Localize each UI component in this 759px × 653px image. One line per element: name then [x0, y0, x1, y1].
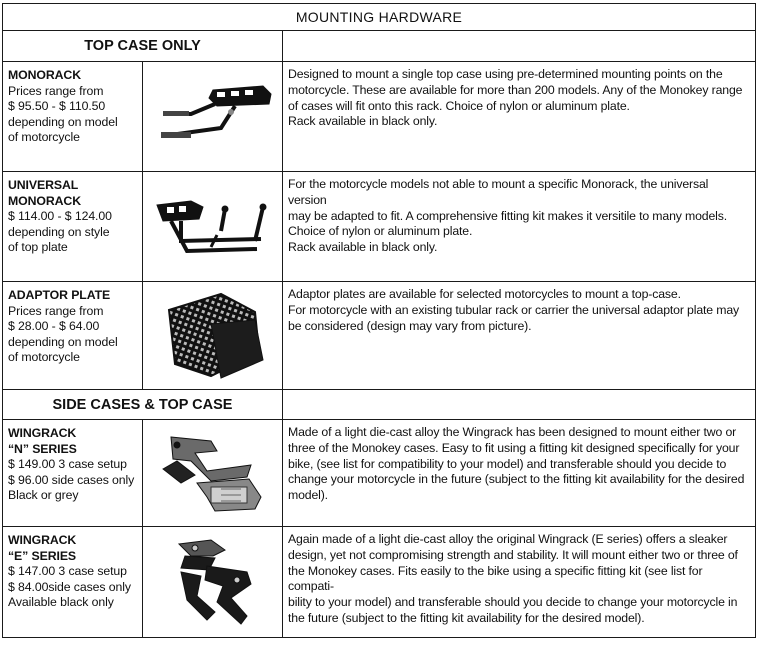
description-line: For the motorcycle models not able to mount a specific Monorack, the universal version: [288, 177, 709, 207]
price-line: of motorcycle: [8, 350, 80, 365]
price-line: depending on model: [8, 114, 118, 129]
product-name-cell: [3, 282, 143, 390]
product-name: “E” SERIES: [8, 548, 77, 563]
wingrack-e-image: [151, 536, 275, 628]
description-line: change your motorcycle in the future (subject to the fitting kit availability for the desired: [288, 472, 745, 487]
page-title: MOUNTING HARDWARE: [3, 4, 756, 31]
description-line: the Monokey cases. Fits easily to the bike using a specific fitting kit (see list for compati-: [288, 563, 703, 594]
product-description: [283, 62, 756, 172]
description-line: bike, (see list for compatibility to your model) and transferable should you decide to: [288, 456, 727, 471]
section-heading-spacer: [283, 31, 756, 62]
price-line: depending on model: [8, 334, 118, 349]
adaptor-plate-image: [151, 290, 275, 382]
price-line: of top plate: [8, 240, 68, 255]
product-name-cell: [3, 172, 143, 282]
product-image-cell: [143, 172, 283, 282]
product-row-wingrack-n: [3, 420, 756, 527]
product-name: UNIVERSAL: [8, 178, 79, 192]
price-line: $ 28.00 - $ 64.00: [8, 319, 100, 334]
price-line: Available black only: [8, 595, 114, 610]
product-name: MONORACK: [8, 68, 81, 82]
description-line: Again made of a light die-cast alloy the original Wingrack (E series) offers a sleaker: [288, 532, 728, 546]
product-row-universal-monorack: [3, 172, 756, 282]
price-line: $ 147.00 3 case setup: [8, 564, 127, 579]
description-line: the future (subject to the fitting kit availability for the desired model).: [288, 610, 645, 625]
product-name: WINGRACK: [8, 533, 77, 547]
wingrack-n-image: [151, 431, 275, 515]
price-line: $ 95.50 - $ 110.50: [8, 99, 106, 114]
product-name-cell: [3, 420, 143, 527]
product-image-cell: [143, 527, 283, 638]
price-line: depending on style: [8, 224, 110, 239]
price-line: Prices range from: [8, 303, 104, 318]
product-description: [283, 172, 756, 282]
product-row-adaptor-plate: [3, 282, 756, 390]
mounting-hardware-table: [2, 3, 756, 638]
description-line: motorcycle. These are available for more than 200 models. Any of the Monokey range: [288, 82, 743, 97]
product-name: “N” SERIES: [8, 441, 77, 456]
product-description: [283, 282, 756, 390]
product-name: ADAPTOR PLATE: [8, 288, 111, 302]
price-line: Prices range from: [8, 83, 104, 98]
price-line: $ 96.00 side cases only: [8, 472, 135, 487]
product-row-monorack: [3, 62, 756, 172]
description-line: Designed to mount a single top case using pre-determined mounting points on the: [288, 67, 723, 81]
description-line: of cases will fit onto this rack. Choice of nylon or aluminum plate.: [288, 98, 630, 113]
description-line: bility to your model) and transferable should you decide to change your motorcycle in: [288, 595, 738, 610]
description-line: Adaptor plates are available for selected motorcycles to mount a top-case.: [288, 287, 681, 301]
price-line: $ 114.00 - $ 124.00: [8, 209, 112, 224]
section-heading-spacer: [283, 390, 756, 420]
product-image-cell: [143, 282, 283, 390]
product-name: WINGRACK: [8, 426, 77, 440]
description-line: three of the Monokey cases. Easy to fit using a fitting kit designed specifically for your: [288, 440, 740, 455]
product-description: [283, 420, 756, 527]
section-heading-top-case: TOP CASE ONLY: [3, 31, 283, 62]
product-name-cell: [3, 62, 143, 172]
description-line: design, yet not compromising strength and stability. It will mount either two or three of: [288, 547, 738, 562]
description-line: Choice of nylon or aluminum plate.: [288, 224, 473, 239]
section-heading-side-and-top: SIDE CASES & TOP CASE: [3, 390, 283, 420]
price-line: $ 149.00 3 case setup: [8, 457, 127, 472]
product-image-cell: [143, 62, 283, 172]
description-line: Rack available in black only.: [288, 240, 438, 255]
product-row-wingrack-e: [3, 527, 756, 638]
product-description: [283, 527, 756, 638]
description-line: may be adapted to fit. A comprehensive fitting kit makes it versitile to many models.: [288, 208, 728, 223]
monorack-rack-image: [151, 82, 275, 152]
price-line: $ 84.00side cases only: [8, 579, 131, 594]
description-line: For motorcycle with an existing tubular rack or carrier the universal adaptor plate may: [288, 302, 740, 317]
product-name: MONORACK: [8, 193, 81, 208]
description-line: be considered (design may vary from picture).: [288, 318, 532, 333]
price-line: of motorcycle: [8, 130, 80, 145]
product-image-cell: [143, 420, 283, 527]
description-line: Rack available in black only.: [288, 114, 438, 129]
product-name-cell: [3, 527, 143, 638]
description-line: Made of a light die-cast alloy the Wingrack has been designed to mount either two or: [288, 425, 737, 439]
description-line: model).: [288, 488, 328, 503]
universal-monorack-image: [151, 191, 275, 263]
price-line: Black or grey: [8, 488, 79, 503]
